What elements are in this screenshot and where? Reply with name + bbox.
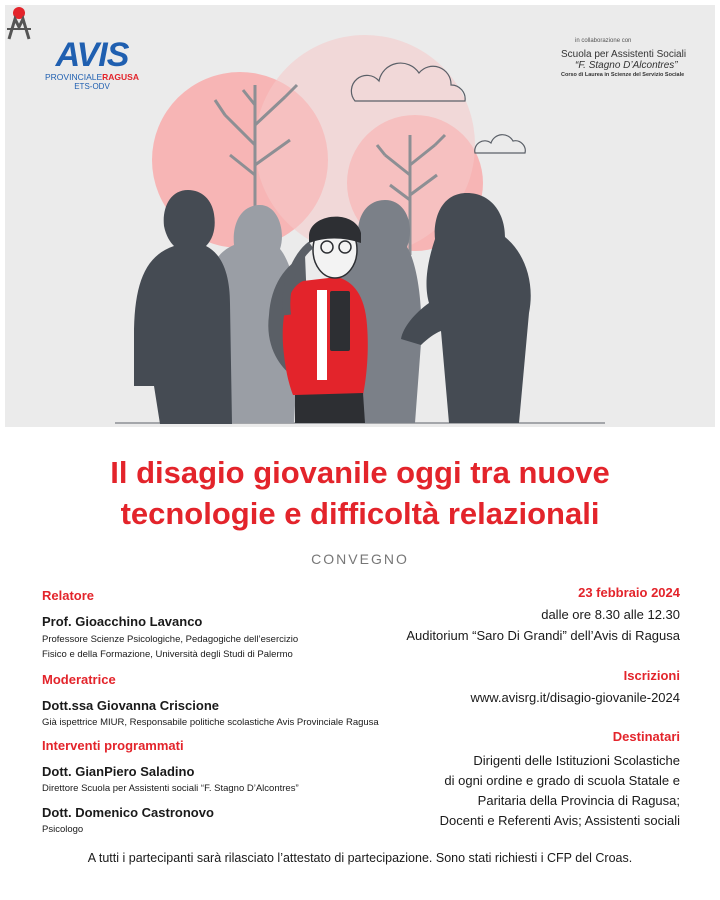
event-date: 23 febbraio 2024 [578, 585, 680, 600]
destinatari-line2: di ogni ordine e grado di scuola Statale e [444, 773, 680, 788]
relatore-desc-line2: Fisico e della Formazione, Università degli Studi di Palermo [42, 649, 293, 660]
collab-label: in collaborazione con [575, 38, 632, 44]
school-name: Scuola per Assistenti Sociali [561, 49, 687, 60]
iscrizioni-heading: Iscrizioni [623, 668, 680, 683]
interventi-heading: Interventi programmati [42, 738, 184, 753]
iscrizioni-url[interactable]: www.avisrg.it/disagio-giovanile-2024 [470, 690, 680, 705]
event-time: dalle ore 8.30 alle 12.30 [541, 607, 680, 622]
details-column [350, 584, 680, 831]
event-title [0, 452, 720, 534]
moderatrice-desc: Già ispettrice MIUR, Responsabile politiche scolastiche Avis Provinciale Ragusa [42, 717, 379, 728]
avis-province-line: PROVINCIALERAGUSA [45, 72, 139, 82]
school-name-block [561, 49, 711, 79]
event-title-line2: tecnologie e difficoltà relazionali [120, 496, 600, 531]
school-name-quote: “F. Stagno D’Alcontres” [575, 60, 678, 71]
destinatari-line4: Docenti e Referenti Avis; Assistenti sociali [439, 813, 680, 828]
destinatari-line3: Paritaria della Provincia di Ragusa; [477, 793, 680, 808]
avis-logo [42, 38, 142, 91]
speaker2-desc: Psicologo [42, 824, 84, 835]
event-title-line1: Il disagio giovanile oggi tra nuove [110, 455, 610, 490]
speaker1-name: Dott. GianPiero Saladino [42, 764, 195, 779]
event-venue: Auditorium “Saro Di Grandi” dell’Avis di Ragusa [406, 628, 680, 643]
hero-illustration [5, 5, 715, 427]
footer-note: A tutti i partecipanti sarà rilasciato l’attestato di partecipazione. Sono stati richiesti i CFP del Croas. [87, 851, 633, 865]
destinatari-heading: Destinatari [612, 729, 680, 744]
speaker2-name: Dott. Domenico Castronovo [42, 805, 214, 820]
moderatrice-heading: Moderatrice [42, 672, 116, 687]
event-subtitle: CONVEGNO [311, 551, 409, 567]
relatore-heading: Relatore [42, 588, 95, 603]
relatore-desc-line1: Professore Scienze Psicologiche, Pedagogiche dell’esercizio [42, 634, 299, 645]
school-logo-icon [5, 5, 33, 41]
avis-wordmark: AVIS [55, 36, 129, 74]
speaker1-desc: Direttore Scuola per Assistenti sociali “F. Stagno D’Alcontres” [42, 783, 299, 794]
destinatari-line1: Dirigenti delle Istituzioni Scolastiche [473, 753, 680, 768]
avis-ets-line: ETS-ODV [74, 82, 110, 91]
speakers-column [42, 588, 402, 837]
moderatrice-name: Dott.ssa Giovanna Criscione [42, 698, 219, 713]
relatore-name: Prof. Gioacchino Lavanco [42, 614, 203, 629]
school-course: Corso di Laurea in Scienze del Servizio Sociale [561, 72, 685, 78]
